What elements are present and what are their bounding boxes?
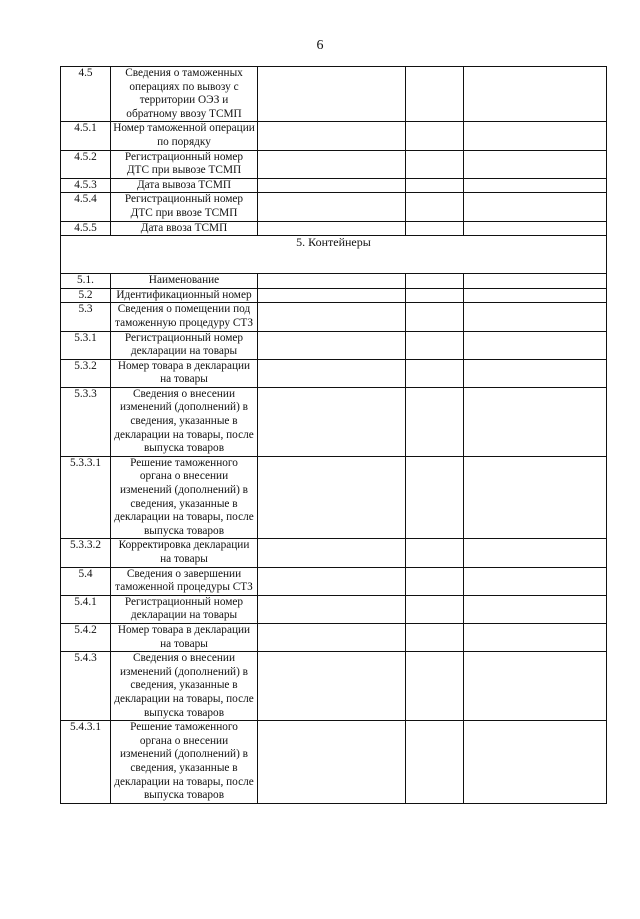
row-number: 4.5.5 <box>61 221 111 236</box>
row-number: 5.3.3.2 <box>61 539 111 567</box>
empty-cell <box>406 193 464 221</box>
row-number: 5.4.1 <box>61 595 111 623</box>
table-row <box>61 122 607 150</box>
row-number: 5.1. <box>61 274 111 289</box>
row-number: 5.4.3.1 <box>61 721 111 804</box>
row-number: 5.3.1 <box>61 331 111 359</box>
table-row <box>61 539 607 567</box>
empty-cell <box>406 387 464 456</box>
row-label: Сведения о помещении под таможенную процедуру СТЗ <box>111 303 258 331</box>
row-number: 4.5 <box>61 67 111 122</box>
empty-cell <box>464 274 607 289</box>
row-number: 5.3.3.1 <box>61 456 111 539</box>
row-number: 5.3.3 <box>61 387 111 456</box>
empty-cell <box>406 150 464 178</box>
empty-cell <box>406 567 464 595</box>
empty-cell <box>258 456 406 539</box>
table-row <box>61 456 607 539</box>
row-label: Идентификационный номер <box>111 288 258 303</box>
empty-cell <box>258 331 406 359</box>
row-label: Сведения о внесении изменений (дополнений) в сведения, указанные в декларации на товары, после выпуска товаров <box>111 387 258 456</box>
empty-cell <box>258 652 406 721</box>
empty-cell <box>258 623 406 651</box>
empty-cell <box>406 288 464 303</box>
row-label: Решение таможенного органа о внесении изменений (дополнений) в сведения, указанные в декларации на товары, после выпуска товаров <box>111 721 258 804</box>
empty-cell <box>406 652 464 721</box>
row-label: Номер товара в декларации на товары <box>111 359 258 387</box>
row-label: Корректировка декларации на товары <box>111 539 258 567</box>
table-row <box>61 387 607 456</box>
row-number: 5.3 <box>61 303 111 331</box>
row-label: Решение таможенного органа о внесении изменений (дополнений) в сведения, указанные в декларации на товары, после выпуска товаров <box>111 456 258 539</box>
row-number: 5.2 <box>61 288 111 303</box>
row-number: 4.5.2 <box>61 150 111 178</box>
empty-cell <box>406 595 464 623</box>
empty-cell <box>406 359 464 387</box>
row-number: 4.5.4 <box>61 193 111 221</box>
table-row <box>61 359 607 387</box>
empty-cell <box>464 567 607 595</box>
table-row <box>61 150 607 178</box>
row-label: Регистрационный номер декларации на товары <box>111 331 258 359</box>
empty-cell <box>464 67 607 122</box>
table-row <box>61 303 607 331</box>
row-label: Сведения о завершении таможенной процедуры СТЗ <box>111 567 258 595</box>
empty-cell <box>464 221 607 236</box>
row-number: 4.5.1 <box>61 122 111 150</box>
row-label: Сведения о внесении изменений (дополнений) в сведения, указанные в декларации на товары, после выпуска товаров <box>111 652 258 721</box>
empty-cell <box>464 150 607 178</box>
empty-cell <box>258 193 406 221</box>
row-label: Регистрационный номер ДТС при вывозе ТСМП <box>111 150 258 178</box>
empty-cell <box>406 221 464 236</box>
table-row <box>61 595 607 623</box>
empty-cell <box>464 193 607 221</box>
empty-cell <box>258 721 406 804</box>
empty-cell <box>464 178 607 193</box>
table-row <box>61 721 607 804</box>
empty-cell <box>406 331 464 359</box>
empty-cell <box>258 595 406 623</box>
empty-cell <box>464 359 607 387</box>
empty-cell <box>464 595 607 623</box>
empty-cell <box>258 274 406 289</box>
empty-cell <box>258 221 406 236</box>
empty-cell <box>258 359 406 387</box>
row-label: Сведения о таможенных операциях по вывозу с территории ОЭЗ и обратному ввозу ТСМП <box>111 67 258 122</box>
table-row <box>61 221 607 236</box>
table-row <box>61 288 607 303</box>
table-row <box>61 67 607 122</box>
table-row <box>61 567 607 595</box>
empty-cell <box>464 539 607 567</box>
row-label: Дата вывоза ТСМП <box>111 178 258 193</box>
row-number: 5.4.3 <box>61 652 111 721</box>
empty-cell <box>464 122 607 150</box>
table-row <box>61 623 607 651</box>
empty-cell <box>464 721 607 804</box>
row-label: Номер таможенной операции по порядку <box>111 122 258 150</box>
empty-cell <box>406 178 464 193</box>
empty-cell <box>406 456 464 539</box>
table-row <box>61 193 607 221</box>
empty-cell <box>406 274 464 289</box>
empty-cell <box>464 331 607 359</box>
empty-cell <box>258 122 406 150</box>
row-label: Наименование <box>111 274 258 289</box>
page-number: 6 <box>316 38 324 53</box>
table-row <box>61 178 607 193</box>
empty-cell <box>258 288 406 303</box>
empty-cell <box>464 387 607 456</box>
empty-cell <box>464 652 607 721</box>
table-row <box>61 274 607 289</box>
empty-cell <box>258 150 406 178</box>
empty-cell <box>258 567 406 595</box>
empty-cell <box>406 67 464 122</box>
table-row <box>61 331 607 359</box>
empty-cell <box>258 387 406 456</box>
row-number: 5.4.2 <box>61 623 111 651</box>
row-label: Номер товара в декларации на товары <box>111 623 258 651</box>
row-number: 4.5.3 <box>61 178 111 193</box>
table-row <box>61 652 607 721</box>
form-table <box>60 66 607 804</box>
empty-cell <box>464 456 607 539</box>
empty-cell <box>258 303 406 331</box>
row-label: Дата ввоза ТСМП <box>111 221 258 236</box>
empty-cell <box>406 721 464 804</box>
row-label: Регистрационный номер ДТС при ввозе ТСМП <box>111 193 258 221</box>
empty-cell <box>258 539 406 567</box>
empty-cell <box>464 623 607 651</box>
empty-cell <box>258 67 406 122</box>
row-number: 5.3.2 <box>61 359 111 387</box>
empty-cell <box>406 303 464 331</box>
empty-cell <box>258 178 406 193</box>
row-number: 5.4 <box>61 567 111 595</box>
section-title: 5. Контейнеры <box>61 236 607 274</box>
empty-cell <box>406 122 464 150</box>
row-label: Регистрационный номер декларации на товары <box>111 595 258 623</box>
empty-cell <box>406 623 464 651</box>
section-row <box>61 236 607 274</box>
empty-cell <box>464 303 607 331</box>
empty-cell <box>464 288 607 303</box>
empty-cell <box>406 539 464 567</box>
